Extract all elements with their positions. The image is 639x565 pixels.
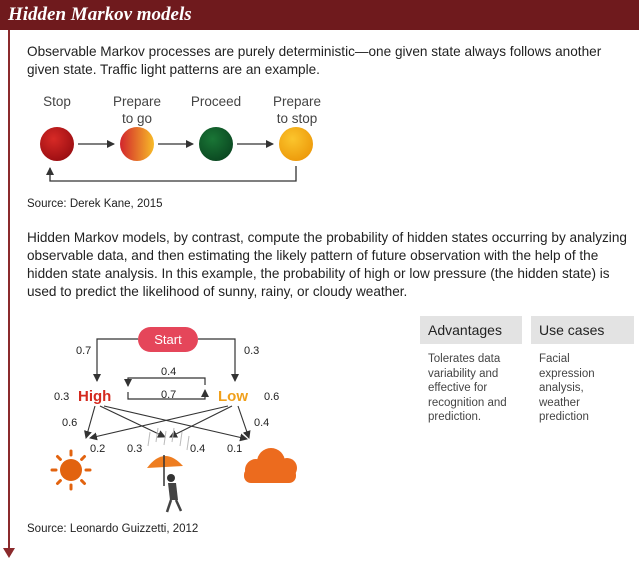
arrow-start-to-low: [198, 339, 235, 381]
use-cases-line: expression: [539, 367, 595, 380]
prepare-to-stop-light-icon: [279, 127, 313, 161]
prob-low-rain: 0.4: [190, 443, 206, 455]
prob-low-self: 0.6: [264, 391, 280, 403]
page-title: Hidden Markov models: [8, 4, 192, 25]
advantages-heading: Advantages: [420, 316, 522, 344]
prob-low-cloud: 0.1: [227, 443, 243, 455]
state-label-stop: Stop: [43, 94, 71, 109]
advantages-line: variability and: [428, 367, 499, 380]
low-state-label: Low: [218, 388, 248, 405]
state-label-prepare-to-stop: Prepare to stop: [272, 94, 322, 126]
arrow-high-to-rain: [100, 406, 165, 437]
arrow-start-to-high: [97, 339, 138, 381]
prob-start-high: 0.7: [76, 345, 92, 357]
advantages-line: effective for: [428, 382, 488, 394]
cloud-icon: [244, 448, 297, 483]
advantages-line: Tolerates data: [428, 353, 501, 365]
prob-high-sun: 0.6: [62, 417, 78, 429]
sun-icon: [52, 451, 90, 489]
prob-high-rain: 0.2: [90, 443, 106, 455]
intro-text: Observable Markov processes are purely deterministic—one given state always follows another given state. Traffic light patterns are an example.: [27, 44, 602, 77]
arrow-high-to-sun: [86, 406, 95, 438]
prob-high-low: 0.7: [161, 389, 177, 401]
arrow-low-to-rain: [170, 406, 232, 437]
arrow-low-to-cloud: [238, 406, 249, 438]
rain-umbrella-icon: [147, 428, 189, 512]
arrow-low-to-high: [128, 378, 205, 386]
source-citation-1: Source: Derek Kane, 2015: [27, 198, 163, 210]
arrow-cycle-back: [50, 166, 296, 181]
use-cases-line: prediction: [539, 411, 589, 423]
use-cases-text: [539, 352, 631, 425]
prepare-to-go-light-icon: [120, 127, 154, 161]
state-label-prepare-to-go: Prepare to go: [112, 94, 162, 126]
hmm-description-text: Hidden Markov models, by contrast, compute the probability of hidden states occurring by analyzing observable data, and then estimating the likely pattern of future observation with the help of the hidden state analysis. In this example, the probability of high or low pressure (the hidden state) is used to predict the likelihood of sunny, rainy, or cloudy weather.: [27, 230, 627, 299]
source-citation-2: Source: Leonardo Guizzetti, 2012: [27, 523, 199, 535]
stop-light-icon: [40, 127, 74, 161]
prob-high-cloud: 0.3: [127, 443, 143, 455]
use-cases-heading: Use cases: [531, 316, 634, 344]
use-cases-line: Facial: [539, 353, 570, 365]
start-label: Start: [154, 332, 182, 347]
high-state-label: High: [78, 388, 112, 405]
prob-high-self: 0.3: [54, 391, 70, 403]
advantages-line: recognition and: [428, 396, 507, 409]
state-label-proceed: Proceed: [190, 94, 242, 109]
advantages-line: prediction.: [428, 411, 482, 423]
prob-low-sun: 0.4: [254, 417, 270, 429]
advantages-text: [428, 352, 524, 425]
use-cases-line: analysis,: [539, 382, 584, 394]
prob-start-low: 0.3: [244, 345, 260, 357]
use-cases-line: weather: [539, 396, 580, 409]
proceed-light-icon: [199, 127, 233, 161]
prob-low-high: 0.4: [161, 366, 177, 378]
